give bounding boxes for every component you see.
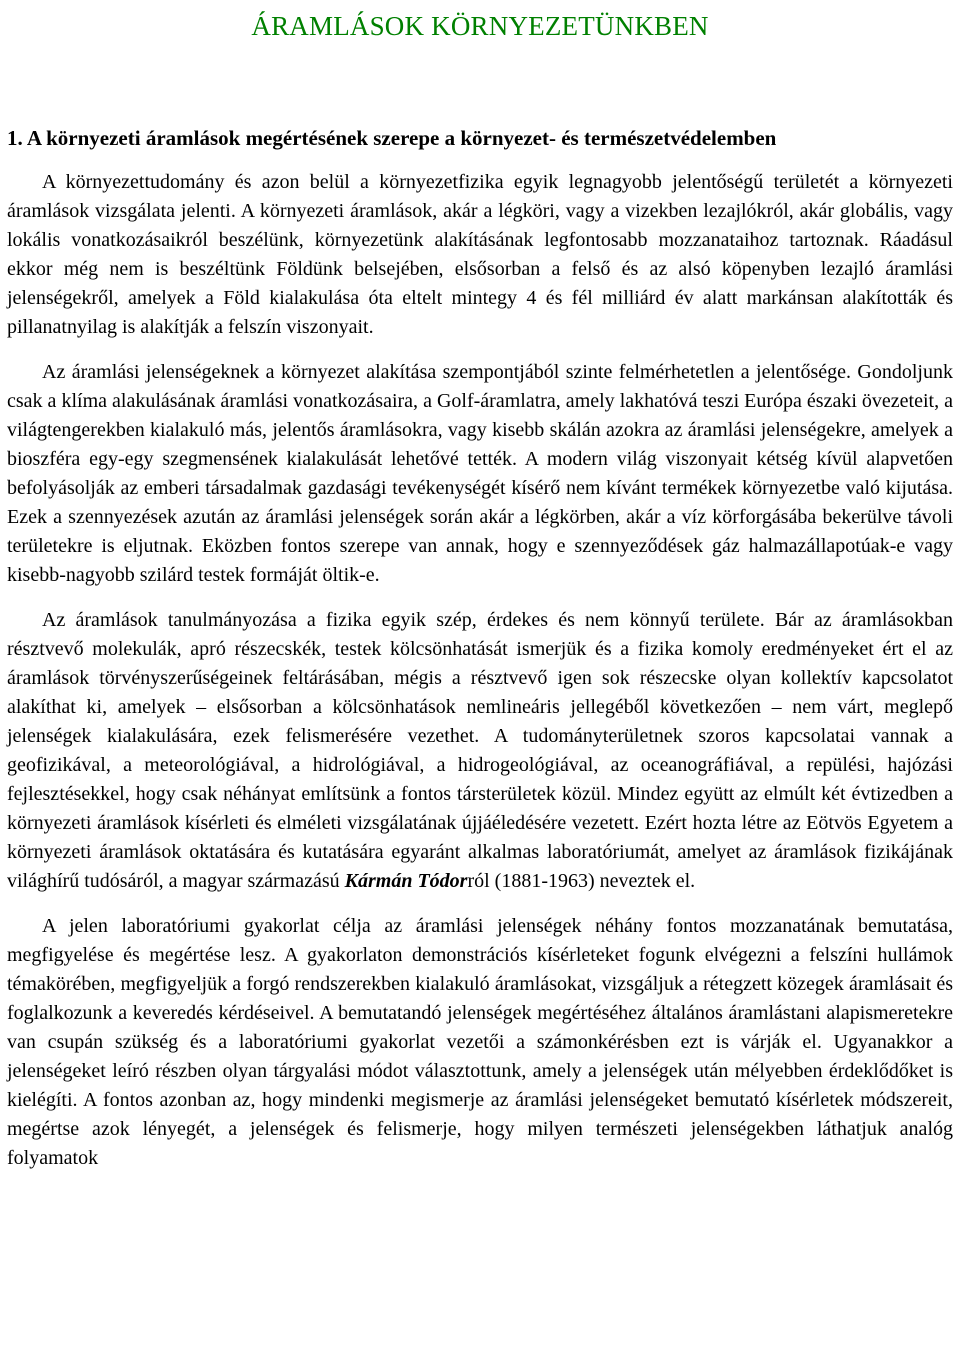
paragraph-3-text-before: Az áramlások tanulmányozása a fizika egyik szép, érdekes és nem könnyű területe. Bár az áramlásokban résztvevő molekulák, apró részecskék, testek kölcsönhatását ismerjük és a fizika komoly eredményeket ért el az áramlások törvényszerűségeinek feltárásában, mégis a résztvevő igen sok részecske olyan kollektív kapcsolatot alakíthat ki, amelyek – elsősorban a kölcsönhatások nemlineáris jellegéből következően – nem várt, meglepő jelenségek kialakulására, ezek felismerésére vezethet. A tudományterületnek szoros kapcsolatai vannak a geofizikával, a meteorológiával, a hidrológiával, a hidrogeológiával, az oceanográfiával, a repülési, hajózási fejlesztésekkel, hogy csak néhányat említsünk a fontos társterületek közül. Mindez együtt az elmúlt két évtizedben a környezeti áramlások kísérleti és elméleti vizsgálatának újjáéledésére vezetett. Ezért hozta létre az Eötvös Egyetem a környezeti áramlások oktatására és kutatására egyaránt alkalmas laboratóriumát, amelyet az áramlások fizikájának világhírű tudósáról, a magyar származású	[7, 609, 953, 892]
document-title: ÁRAMLÁSOK KÖRNYEZETÜNKBEN	[251, 11, 709, 41]
person-name-karman-todor: Kármán Tódor	[344, 870, 468, 892]
paragraph-3-text-after: ról (1881-1963) neveztek el.	[467, 870, 696, 892]
paragraph-1: A környezettudomány és azon belül a környezetfizika egyik legnagyobb jelentőségű területét a környezeti áramlások vizsgálata jelenti. A környezeti áramlások, akár a légköri, vagy a vizekben lezajlókról, akár globális, vagy lokális vonatkozásaikról beszélünk, környezetünk alakításának legfontosabb mozzanataihoz tartoznak. Ráadásul ekkor még nem is beszéltünk Földünk belsejében, elsősorban a felső és az alsó köpenyben lezajló áramlási jelenségekről, amelyek a Föld kialakulása óta eltelt mintegy 4 és fél milliárd év alatt markánsan alakították és pillanatnyilag is alakítják a felszín viszonyait.	[7, 171, 953, 338]
paragraph-4: A jelen laboratóriumi gyakorlat célja az áramlási jelenségek néhány fontos mozzanatának bemutatása, megfigyelése és megértése lesz. A gyakorlaton demonstrációs kísérleteket fogunk elvégezni a felszíni hullámok témakörében, megfigyeljük a forgó rendszerekben kialakuló áramlásokat, vizsgáljuk a rétegzett közegek áramlásait és foglalkozunk a keveredés kérdéseivel. A bemutatandó jelenségek megértéséhez általános áramlástani alapismeretekre van csupán szükség és a laboratóriumi gyakorlat vezetői a számonkérésben ezt is várják el. Ugyanakkor a jelenségeket leíró részben olyan tárgyalási módot választottunk, amely a jelenségek után mélyebben érdeklődőket is kielégíti. A fontos azonban az, hogy mindenki megismerje az áramlási jelenségeket bemutató kísérletek módszereit, megértse azok lényegét, a jelenségek és felismerje, hogy milyen természeti jelenségekben láthatjuk analóg folyamatok	[7, 915, 953, 1169]
document-page	[7, 0, 953, 1173]
paragraph-2: Az áramlási jelenségeknek a környezet alakítása szempontjából szinte felmérhetetlen a jelentősége. Gondoljunk csak a klíma alakulásának áramlási vonatkozásaira, a Golf-áramlatra, amely lakhatóvá teszi Európa északi övezeteit, a világtengerekben kialakuló más, jelentős áramlásokra, vagy kisebb skálán azokra az áramlási jelenségekre, amelyek a bioszféra egy-egy szegmensének kialakulását lehetővé tették. A modern világ viszonyait kétség kívül alapvetően befolyásolják az emberi társadalmak gazdasági tevékenységét kísérő nem kívánt termékek környezetbe való kijutása. Ezek a szennyezések azután az áramlási jelenségek során akár a légkörben, akár a víz körforgásába bekerülve távoli területekre is eljutnak. Eközben fontos szerepe van annak, hogy e szennyeződések gáz halmazállapotúak-e vagy kisebb-nagyobb szilárd testek formáját öltik-e.	[7, 361, 953, 586]
paragraph-3	[7, 606, 953, 896]
section-heading: 1. A környezeti áramlások megértésének szerepe a környezet- és természetvédelemben	[7, 126, 777, 150]
